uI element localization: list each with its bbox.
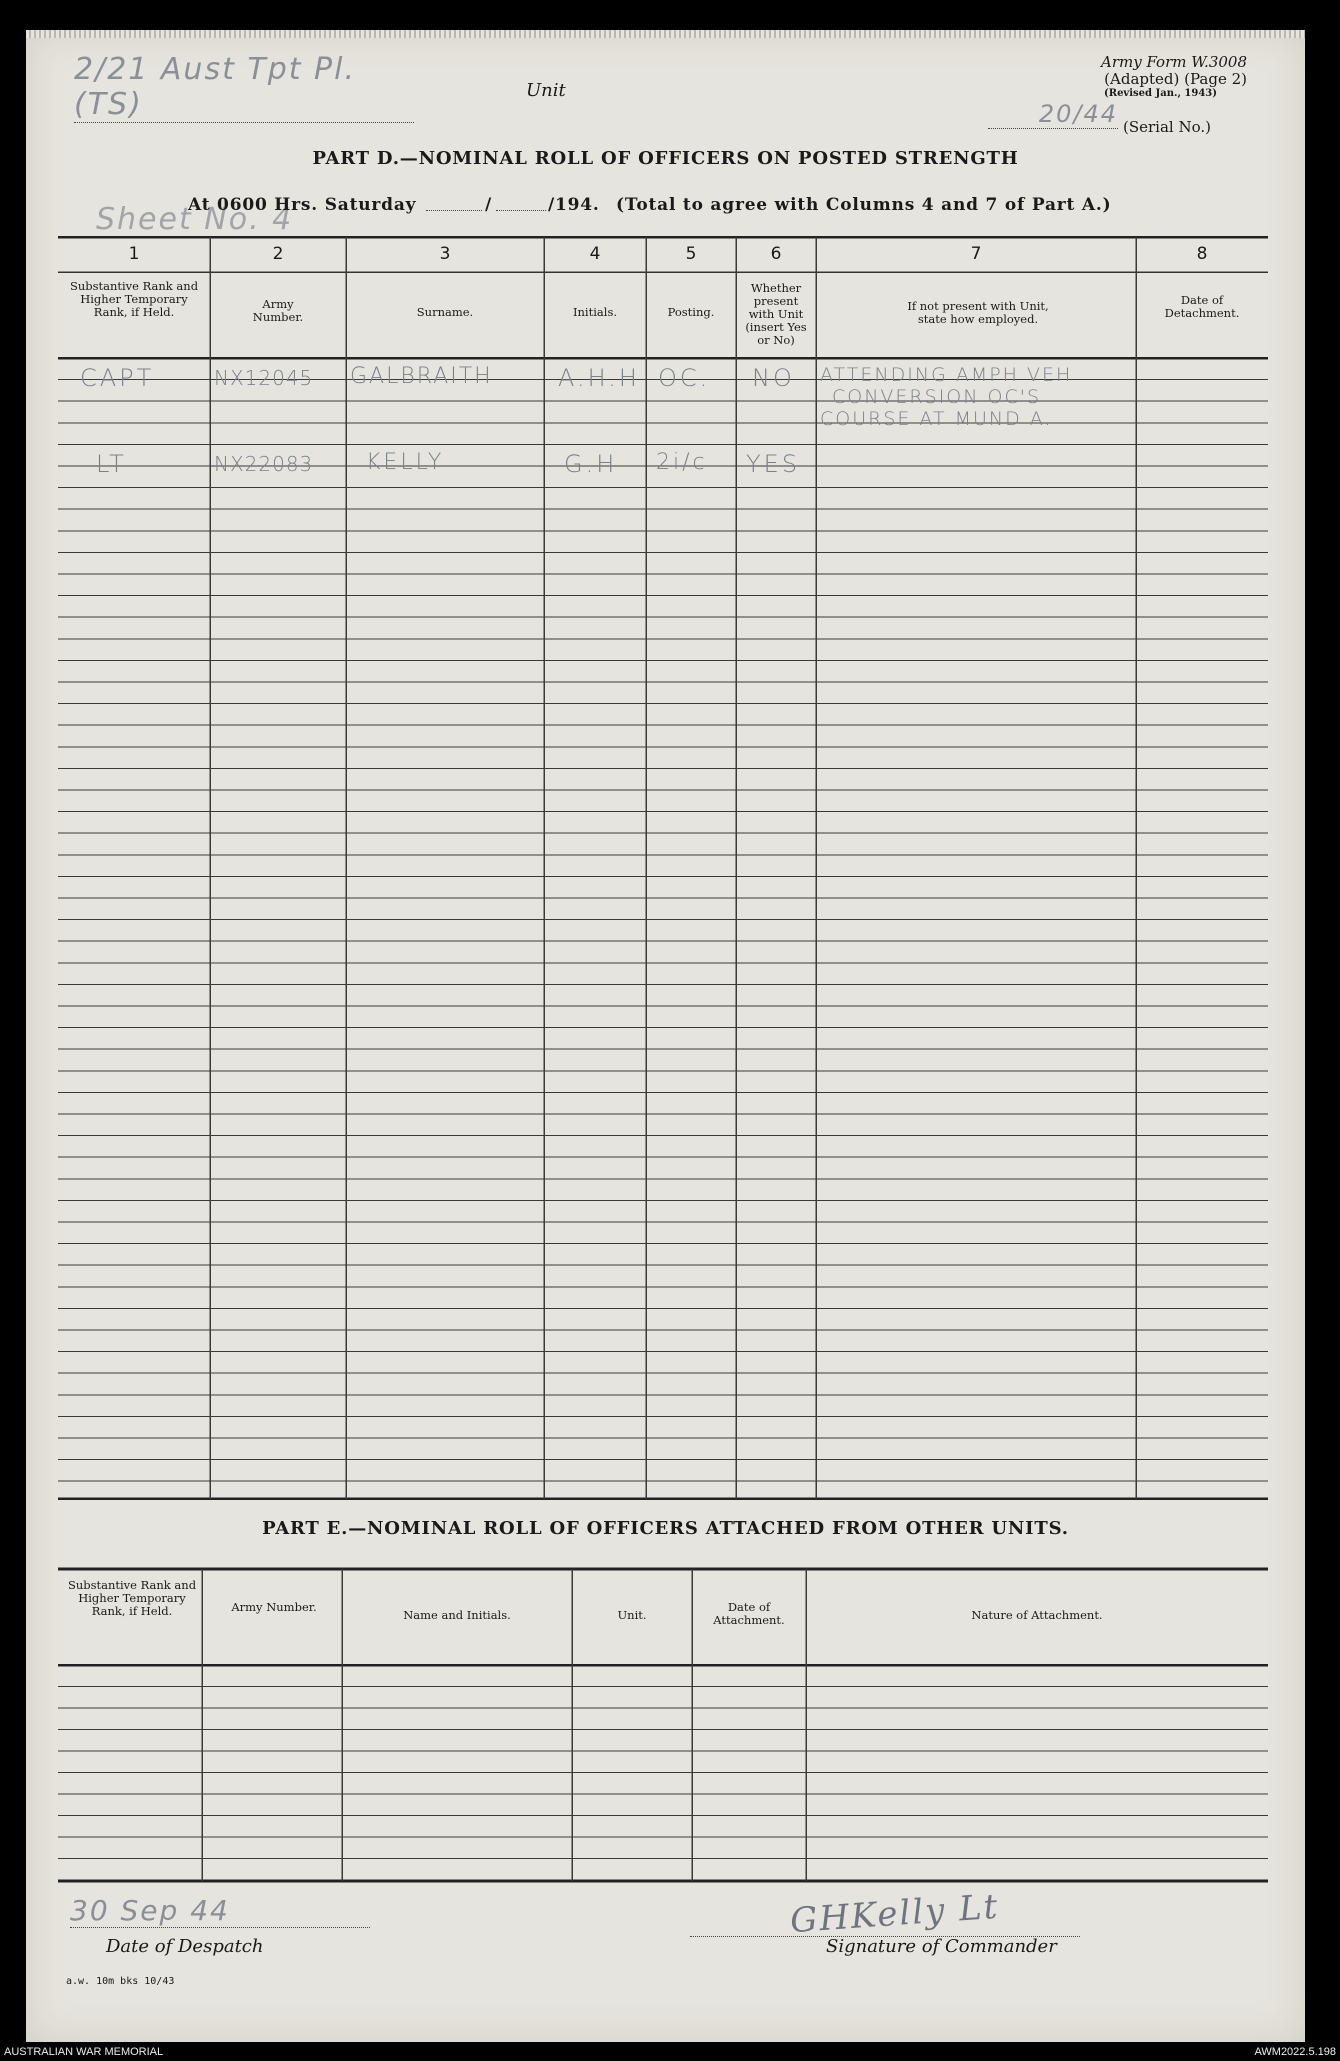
col-header-posting: Posting. [667, 305, 715, 319]
row2-employed: CONVERSION OC'S [832, 386, 1042, 408]
caption-right: AWM2022.5.198 [1254, 2046, 1336, 2058]
time-note: (Total to agree with Columns 4 and 7 of Part A.) [616, 195, 1112, 215]
serial-handwritten: 20/44 [988, 100, 1118, 129]
row1-posting: OC. [658, 364, 711, 392]
serial-label: (Serial No.) [1123, 118, 1211, 136]
day-blank [426, 210, 482, 211]
col-number-8: 8 [1196, 244, 1208, 264]
row1-rank: CAPT [80, 364, 155, 392]
row4-present: YES [746, 450, 801, 478]
col-number-7: 7 [970, 244, 982, 264]
e-col-header-unit: Unit. [617, 1608, 647, 1622]
e-col-header-name: Name and Initials. [403, 1608, 511, 1622]
e-col-header-rank: Substantive Rank and Higher Temporary Rank, if Held. [67, 1578, 197, 1618]
unit-handwritten: 2/21 Aust Tpt Pl. (TS) [74, 52, 414, 123]
form-paper: 2/21 Aust Tpt Pl. (TS) Unit Army Form W.3008 (Adapted) (Page 2) (Revised Jan., 1943) 20/44 (Serial No.) PART D.—NOMINAL ROLL OF OFFICERS ON POSTED STRENGTH Sheet No. 4 At 0600 Hrs. Saturday / /194. (Total to agree with Columns 4 and 7 of Part A.) 1 2 3 4 5 6 7 8 Substantive Rank and Higher Temporary Rank, if Held. Army Number. Surname. Initials. Posting. Whether present with Unit (insert Yes or No) If not present with Unit, state how employed. Date of Detachment. CAPT NX12045 GALBRAITH A.H.H OC. NO ATTENDING AMPH VEH CONVERSION OC'S COURSE AT MUND A. LT NX22083 KELLY G.H 2i/c YES PART E.—NOMINAL ROLL OF OFFICERS ATTACHED FROM OTHER UNITS. Substantive Rank and Higher Temporary Rank, if Held. Army Number. Name and Initials. Unit. Date of Attachment. Nature of Attachment. 30 Sep 44 Date of Despatch GHKelly Lt Signature of Commander a.w. 10m bks 10/43 [26, 30, 1305, 2042]
row1-initials: A.H.H [558, 364, 640, 392]
part-e-table [58, 1535, 1268, 1883]
despatch-handwritten: 30 Sep 44 [70, 1894, 370, 1928]
row1-army-number: NX12045 [214, 366, 314, 390]
row1-employed: ATTENDING AMPH VEH [820, 364, 1073, 386]
month-blank [496, 210, 546, 211]
row4-army-number: NX22083 [214, 452, 314, 476]
part-d-title: PART D.—NOMINAL ROLL OF OFFICERS ON POSTED STRENGTH [312, 148, 1019, 169]
col-header-present: Whether present with Unit (insert Yes or No) [745, 281, 807, 347]
row3-employed: COURSE AT MUND A. [820, 408, 1053, 430]
row1-surname: GALBRAITH [350, 364, 493, 389]
part-e-title: PART E.—NOMINAL ROLL OF OFFICERS ATTACHED FROM OTHER UNITS. [262, 1518, 1069, 1539]
col-header-employed: If not present with Unit, state how employed. [907, 299, 1049, 326]
part-e-grid [58, 1535, 1268, 1883]
form-revised: (Revised Jan., 1943) [1104, 88, 1217, 99]
col-header-rank: Substantive Rank and Higher Temporary Rank, if Held. [69, 279, 199, 319]
time-suffix: /194. [548, 195, 600, 215]
time-prefix: At 0600 Hrs. Saturday [188, 195, 417, 215]
col-number-4: 4 [589, 244, 601, 264]
col-number-1: 1 [128, 244, 140, 264]
col-header-detachment: Date of Detachment. [1164, 293, 1240, 320]
form-name: Army Form W.3008 [1101, 53, 1247, 71]
part-d-grid [58, 236, 1268, 1500]
row4-rank: LT [96, 450, 127, 478]
e-col-header-army-number: Army Number. [231, 1600, 317, 1614]
sheet-handwritten: Sheet No. 4 [96, 202, 294, 237]
row1-present: NO [752, 364, 795, 392]
row4-initials: G.H [564, 450, 618, 478]
unit-label: Unit [526, 80, 566, 101]
col-header-army-number: Army Number. [252, 297, 304, 324]
part-d-table [58, 236, 1268, 1500]
col-number-2: 2 [272, 244, 284, 264]
perforated-edge [26, 30, 1305, 38]
row4-surname: KELLY [366, 450, 445, 475]
signature-handwritten: GHKelly Lt [788, 1886, 1001, 1942]
signature-label: Signature of Commander [826, 1936, 1057, 1957]
e-col-header-date: Date of Attachment. [713, 1600, 785, 1627]
row4-posting: 2i/c [656, 450, 708, 475]
col-number-6: 6 [770, 244, 782, 264]
form-adapted: (Adapted) (Page 2) [1104, 70, 1247, 88]
col-header-initials: Initials. [572, 305, 618, 319]
col-number-3: 3 [439, 244, 451, 264]
col-header-surname: Surname. [416, 305, 474, 319]
caption-left: AUSTRALIAN WAR MEMORIAL [4, 2046, 164, 2058]
col-number-5: 5 [685, 244, 697, 264]
signature-line [690, 1886, 1080, 1942]
e-col-header-nature: Nature of Attachment. [971, 1608, 1103, 1622]
despatch-label: Date of Despatch [106, 1936, 264, 1957]
print-code: a.w. 10m bks 10/43 [66, 1976, 175, 1987]
